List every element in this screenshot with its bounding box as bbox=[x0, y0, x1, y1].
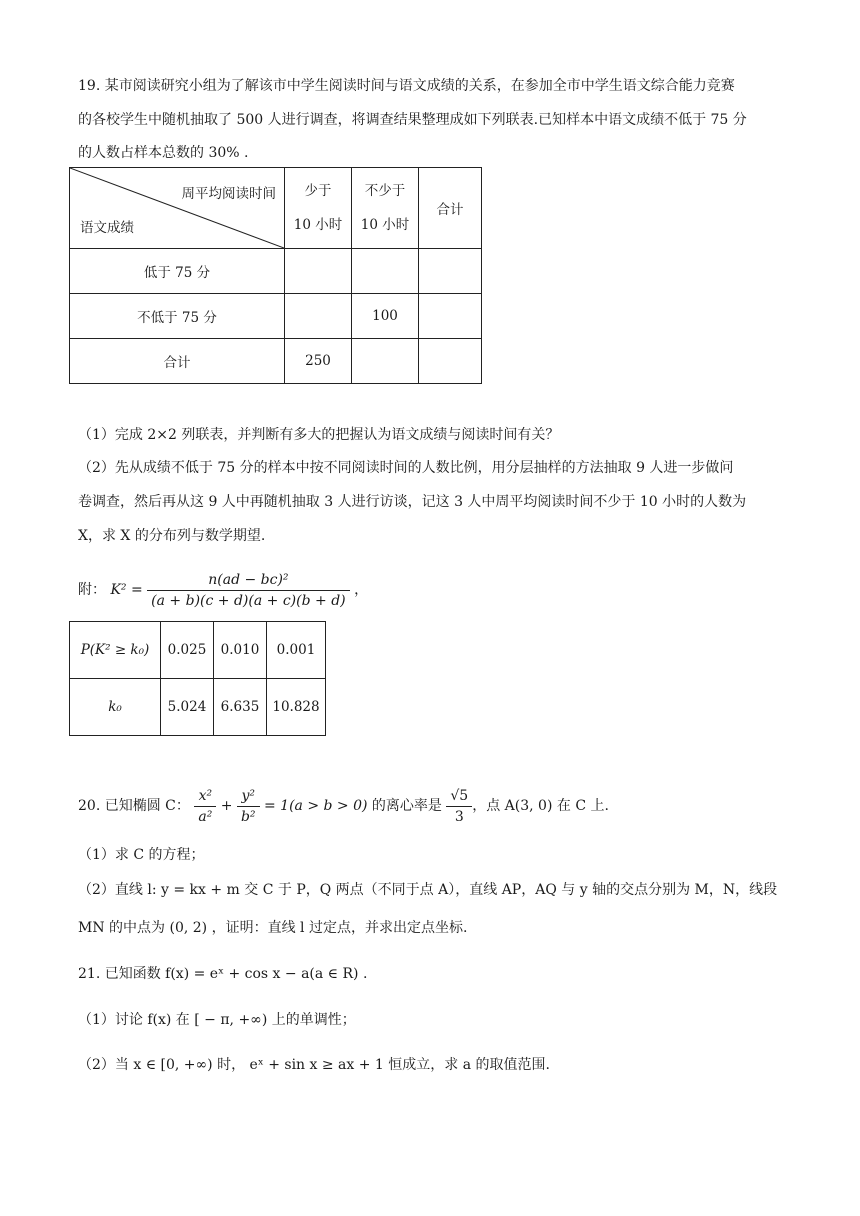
col-header-less-10 bbox=[285, 168, 352, 249]
q20-post: ，点 A(3, 0) 在 C 上. bbox=[472, 798, 609, 814]
eq-rest: = 1(a > b > 0) bbox=[263, 798, 368, 814]
q20-mid: 的离心率是 bbox=[367, 798, 447, 814]
table-cell: 100 bbox=[352, 294, 419, 339]
ecc-numerator: √5 bbox=[446, 786, 472, 807]
diag-header-bottom: 语文成绩 bbox=[80, 220, 134, 236]
x-numerator: x² bbox=[194, 786, 216, 807]
p-row-header: P(K² ≥ k₀) bbox=[70, 622, 161, 679]
table-cell bbox=[419, 249, 482, 294]
formula-numerator: n(ad − bc)² bbox=[147, 570, 349, 591]
table-cell bbox=[419, 339, 482, 384]
row-label: 不低于 75 分 bbox=[70, 294, 285, 339]
q20-prefix: 20. 已知椭圆 C： bbox=[78, 798, 190, 814]
appendix-label: 附： bbox=[78, 582, 106, 598]
k-value: 5.024 bbox=[161, 679, 214, 736]
q20-part2-line-2: MN 的中点为 (0, 2) ，证明：直线 l 过定点，并求出定点坐标. bbox=[78, 920, 468, 936]
diagonal-header-cell bbox=[70, 168, 285, 249]
formula-lhs: K² = bbox=[110, 582, 143, 598]
col1-line2: 10 小时 bbox=[293, 217, 343, 233]
table-cell bbox=[285, 249, 352, 294]
ecc-denominator: 3 bbox=[454, 808, 464, 825]
table-cell bbox=[285, 294, 352, 339]
y-numerator: y² bbox=[237, 786, 260, 807]
q21-part2: （2）当 x ∈ [0, +∞) 时， eˣ + sin x ≥ ax + 1 恒成立，求 a 的取值范围. bbox=[78, 1057, 550, 1073]
y-fraction bbox=[237, 786, 260, 827]
contingency-table bbox=[69, 167, 482, 384]
q19-part2-line-3: X，求 X 的分布列与数学期望. bbox=[78, 528, 266, 544]
q19-part2-line-1: （2）先从成绩不低于 75 分的样本中按不同阅读时间的人数比例，用分层抽样的方法抽取 9 人进一步做问 bbox=[78, 460, 734, 476]
critical-value-table bbox=[69, 621, 326, 736]
q20-part2-line-1: （2）直线 l: y = kx + m 交 C 于 P，Q 两点（不同于点 A），直线 AP，AQ 与 y 轴的交点分别为 M，N，线段 bbox=[78, 882, 778, 898]
q21-part1: （1）讨论 f(x) 在 [ − π, +∞) 上的单调性； bbox=[78, 1012, 356, 1028]
col-header-notless-10 bbox=[352, 168, 419, 249]
q19-stem-line-1: 19. 某市阅读研究小组为了解该市中学生阅读时间与语文成绩的关系，在参加全市中学生语文综合能力竞赛 bbox=[78, 78, 735, 94]
q20-stem: 20. 已知椭圆 C： $\frac{\text{x²}}{\text{a²}}$ + $\frac{\text{y²}}{\text{b²}}$ = 1(a > b > 0) 的离心率是 $\frac{√5}{3}$ ，点 A(3, 0) 在 C 上. bbox=[78, 787, 609, 825]
table-cell bbox=[419, 294, 482, 339]
y-denominator: b² bbox=[240, 808, 256, 825]
k-value: 6.635 bbox=[214, 679, 267, 736]
diagonal-line bbox=[70, 168, 284, 248]
table-cell bbox=[352, 249, 419, 294]
col2-line1: 不少于 bbox=[364, 183, 406, 199]
table-cell: 250 bbox=[285, 339, 352, 384]
q19-part2-line-2: 卷调查，然后再从这 9 人中再随机抽取 3 人进行访谈，记这 3 人中周平均阅读时间不少于 10 小时的人数为 bbox=[78, 494, 747, 510]
formula-denominator: (a + b)(c + d)(a + c)(b + d) bbox=[151, 592, 346, 609]
formula-tail: ， bbox=[354, 582, 369, 598]
q19-stem-line-3: 的人数占样本总数的 30% . bbox=[78, 145, 249, 161]
q20-part1: （1）求 C 的方程； bbox=[78, 847, 205, 863]
formula-fraction bbox=[147, 570, 349, 611]
col2-line2: 10 小时 bbox=[360, 217, 410, 233]
col1-line1: 少于 bbox=[304, 183, 332, 199]
p-value: 0.001 bbox=[267, 622, 326, 679]
q19-part1: （1）完成 2×2 列联表，并判断有多大的把握认为语文成绩与阅读时间有关？ bbox=[78, 427, 560, 443]
row-label: 低于 75 分 bbox=[70, 249, 285, 294]
p-value: 0.025 bbox=[161, 622, 214, 679]
diag-header-top: 周平均阅读时间 bbox=[181, 186, 276, 202]
k-row-header: k₀ bbox=[70, 679, 161, 736]
col-header-total: 合计 bbox=[419, 168, 482, 249]
p-value: 0.010 bbox=[214, 622, 267, 679]
table-cell bbox=[352, 339, 419, 384]
x-fraction bbox=[194, 786, 216, 827]
x-denominator: a² bbox=[198, 808, 213, 825]
k-value: 10.828 bbox=[267, 679, 326, 736]
q19-stem-line-2: 的各校学生中随机抽取了 500 人进行调查，将调查结果整理成如下列联表.已知样本中语文成绩不低于 75 分 bbox=[78, 112, 747, 128]
eccentricity-fraction bbox=[446, 786, 472, 827]
q21-stem: 21. 已知函数 f(x) = eˣ + cos x − a(a ∈ R) . bbox=[78, 966, 368, 982]
k2-formula bbox=[78, 568, 798, 612]
row-label: 合计 bbox=[70, 339, 285, 384]
